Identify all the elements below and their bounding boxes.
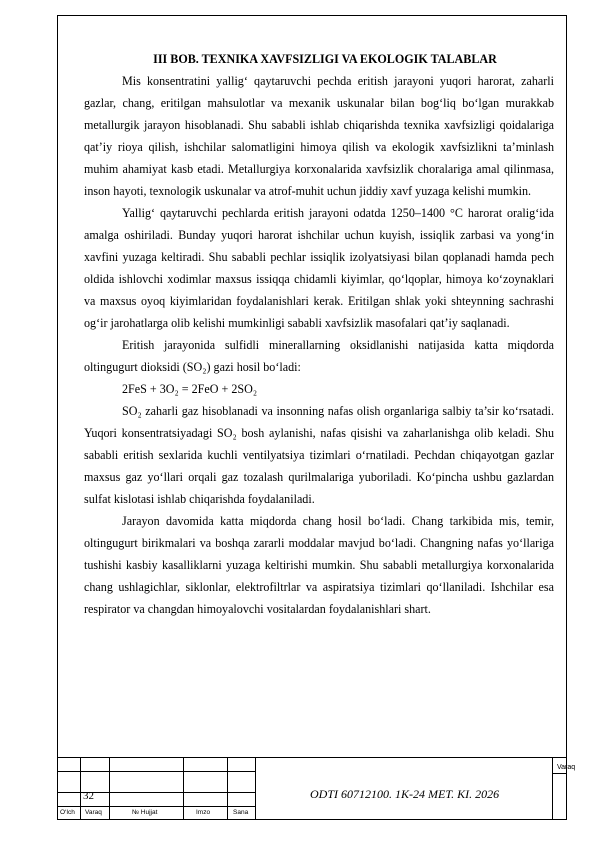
col-label-varaq: Varaq <box>85 809 102 816</box>
paragraph-temperature: Yallig‘ qaytaruvchi pechlarda eritish jarayoni odatda 1250–1400 °C harorat oralig‘ida amalga oshiriladi. Bunday yuqori harorat ishchilar uchun kuyish, issiqlik zarbasi va yong‘in xavfini yuzaga keltiradi. Shu sababli pechlar issiqlik izolyatsiyasi bilan qoplanadi hamda pech oldida ishlovchi xodimlar maxsus issiqqa chidamli kiyimlar, qo‘lqoplar, himoya ko‘zoynaklari va maxsus oyoq kiyimlaridan foydalanishlari kerak. Eritilgan shlak yoki shteynning sachrashi og‘ir jarohatlarga olib kelishi mumkinligi sababli xavfsizlik masofalari qat’iy saqlanadi. <box>84 206 554 330</box>
paragraph-so2-effects: SO₂ zaharli gaz hisoblanadi va insonning nafas olish organlariga salbiy ta’sir ko‘rsatadi. Yuqori konsentratsiyadagi SO₂ bosh aylanishi, nafas qisishi va zaharlanishga olib keladi. Shu sababli eritish sexlarida kuchli ventilyatsiya tizimlari o‘rnatiladi. Pechdan chiqayotgan gazlar maxsus gaz yo‘llari orqali gaz tozalash qurilmalariga yuboriladi. Ko‘pincha ushbu gazlardan sulfat kislotasi ishlab chiqarishda foydalaniladi. <box>84 404 554 506</box>
chemical-equation: 2FeS + 3O₂ = 2FeO + 2SO₂ <box>122 382 258 396</box>
paragraph-intro: Mis konsentratini yallig‘ qaytaruvchi pechda eritish jarayoni yuqori harorat, zaharli gazlar, chang, eritilgan mahsulotlar va mexanik uskunalar bilan bog‘liq bo‘lgan murakkab metallurgik jarayon hisoblanadi. Shu sababli ishlab chiqarishda texnika xavfsizligi qoidalariga qat’iy rioya qilish, ishchilar salomatligini himoya qilish va ekologik xavfsizlikni ta’minlash muhim ahamiyat kasb etadi. Metallurgiya korxonalarida xavfsizlik choralariga amal qilinmasa, inson hayoti, texnologik uskunalar va atrof-muhit uchun jiddiy xavf yuzaga kelishi mumkin. <box>84 74 554 198</box>
col-label-olch: O‘lch <box>60 809 75 816</box>
paragraph-dust: Jarayon davomida katta miqdorda chang hosil bo‘ladi. Chang tarkibida mis, temir, oltingugurt birikmalari va boshqa zararli moddalar mavjud bo‘ladi. Changning nafas yo‘llariga tushishi kasbiy kasalliklarni yuzaga keltirishi mumkin. Shu sababli metallurgiya korxonalarida chang ushlagichlar, siklonlar, elektrofiltrlar va aspiratsiya tizimlari qo‘llaniladi. Ishchilar esa respirator va changdan himoyalovchi vositalardan foydalanishlari shart. <box>84 514 554 616</box>
document-body <box>84 52 554 620</box>
col-label-imzo: Imzo <box>196 809 211 816</box>
col-label-hujjat: № Hujjat <box>132 809 158 816</box>
paragraph-so2-formation: Eritish jarayonida sulfidli minerallarning oksidlanishi natijasida katta miqdorda oltingugurt dioksidi (SO₂) gazi hosil bo‘ladi: <box>84 338 554 374</box>
title-block <box>57 757 576 820</box>
page-number: 32 <box>83 790 94 802</box>
col-label-sana: Sana <box>233 809 249 816</box>
sheet-label: Varaq <box>557 764 576 771</box>
section-heading: III BOB. TEXNIKA XAVFSIZLIGI VA EKOLOGIK TALABLAR <box>153 52 497 66</box>
document-code: ODTI 60712100. 1K-24 MET. KI. 2026 <box>310 787 500 801</box>
